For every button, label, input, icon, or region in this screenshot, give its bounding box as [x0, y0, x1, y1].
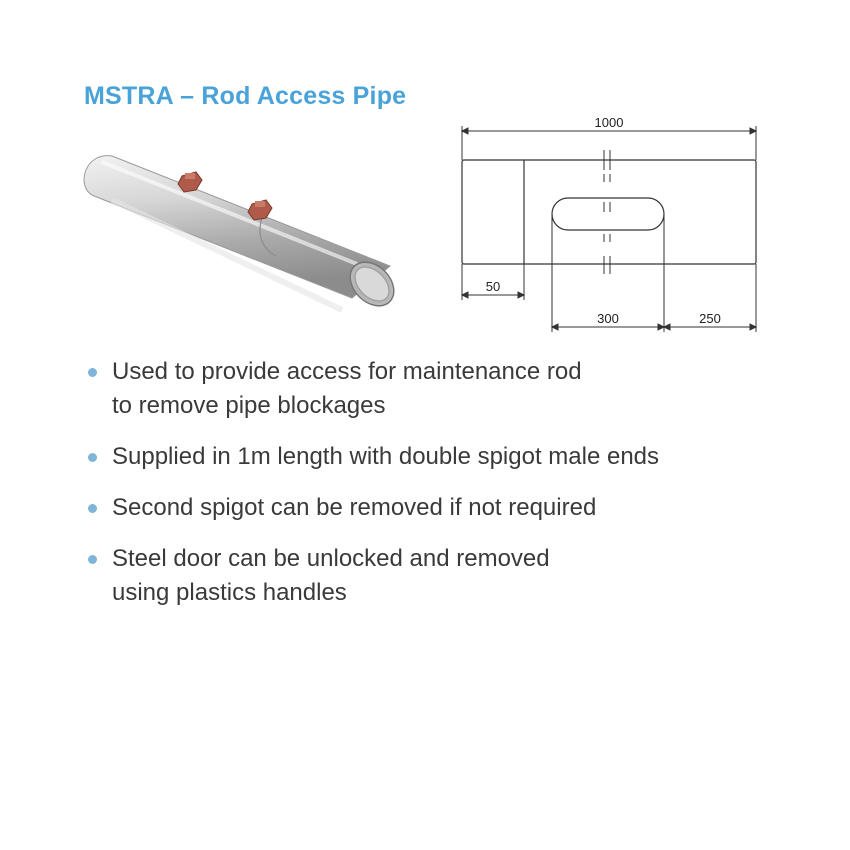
- list-item: [88, 440, 808, 474]
- list-item: [88, 542, 808, 610]
- bullet-dot-icon: [88, 453, 97, 462]
- bullet-dot-icon: [88, 555, 97, 564]
- access-slot: [552, 198, 664, 230]
- dimension-drawing: [452, 112, 772, 337]
- dimension-label-spigot: 50: [485, 279, 501, 294]
- pipe-body: [84, 156, 390, 298]
- bullet-dot-icon: [88, 368, 97, 377]
- feature-list: [88, 355, 808, 627]
- list-item-text: Steel door can be unlocked and removed: [112, 545, 550, 572]
- list-item-text: using plastics handles: [112, 579, 347, 606]
- list-item-text: Second spigot can be removed if not required: [112, 494, 597, 521]
- dimension-label-end: 250: [699, 311, 721, 326]
- list-item-text: Supplied in 1m length with double spigot male ends: [112, 443, 660, 470]
- list-item: [88, 491, 808, 525]
- door-handle-icon: [248, 200, 272, 220]
- list-item-text: to remove pipe blockages: [112, 392, 386, 419]
- dimension-label-total: 1000: [594, 115, 624, 130]
- pipe-product-image: [72, 140, 412, 330]
- bullet-dot-icon: [88, 504, 97, 513]
- page-title: MSTRA – Rod Access Pipe: [84, 82, 407, 110]
- door-handle-icon: [178, 172, 202, 192]
- dimension-label-slot: 300: [597, 311, 619, 326]
- pipe-outline: [462, 160, 756, 264]
- list-item-text: Used to provide access for maintenance rod: [112, 358, 582, 385]
- list-item: [88, 355, 808, 423]
